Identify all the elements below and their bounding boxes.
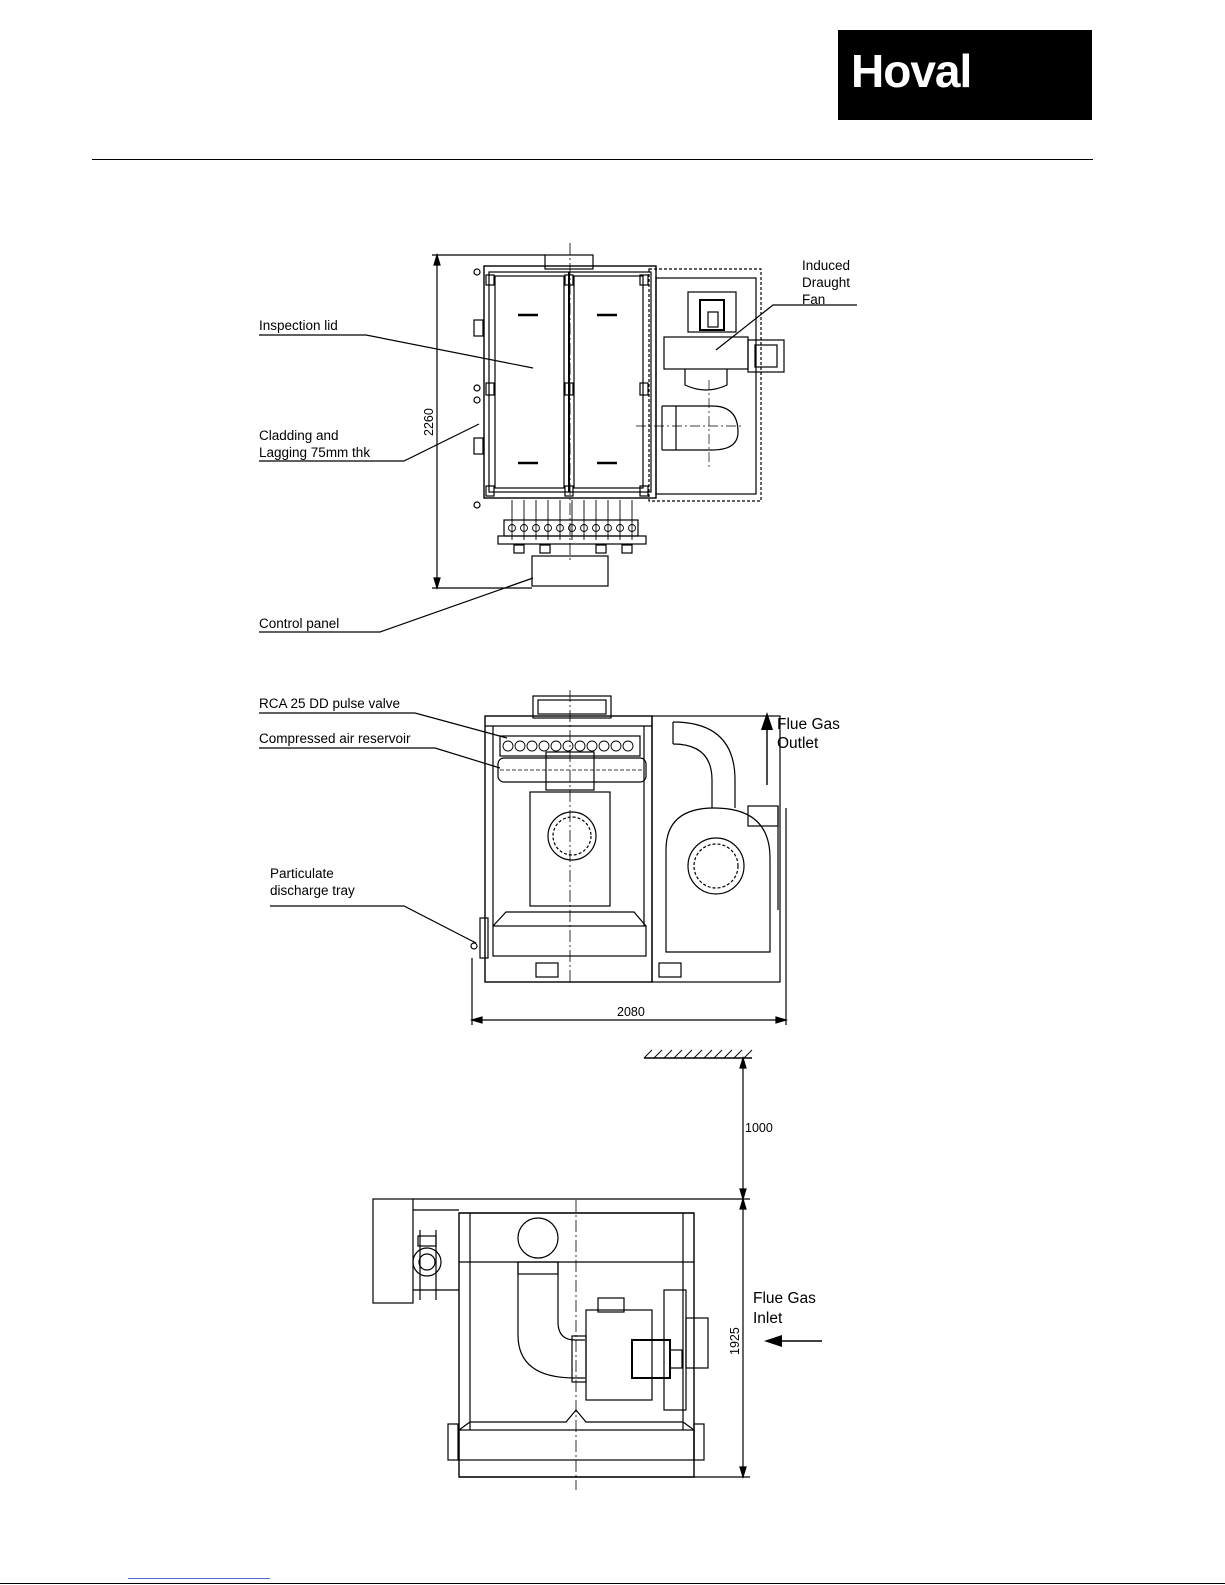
label-discharge-line2: discharge tray xyxy=(270,883,355,898)
label-fan-line1: Induced xyxy=(802,258,851,273)
label-fan-line3: Fan xyxy=(802,292,826,307)
label-discharge-line1: Particulate xyxy=(270,866,334,881)
dimension-2260: 2260 xyxy=(422,408,436,436)
footer-divider xyxy=(0,1583,1225,1584)
label-inlet-line1: Flue Gas xyxy=(753,1290,816,1307)
label-cladding-line2: Lagging 75mm thk xyxy=(259,445,371,460)
label-inlet-line2: Inlet xyxy=(753,1310,783,1327)
top-view xyxy=(259,243,857,632)
dimension-1925: 1925 xyxy=(728,1327,742,1355)
label-pulse-valve: RCA 25 DD pulse valve xyxy=(259,696,401,711)
label-air-reservoir: Compressed air reservoir xyxy=(259,731,411,746)
side-view xyxy=(373,1050,822,1490)
dimension-2080: 2080 xyxy=(617,1005,645,1019)
label-outlet-line2: Outlet xyxy=(777,735,819,752)
label-inspection-lid: Inspection lid xyxy=(259,318,338,333)
logo-text: Hoval xyxy=(851,45,972,97)
label-cladding-line1: Cladding and xyxy=(259,428,339,443)
footer-link-underline[interactable] xyxy=(128,1578,270,1579)
label-outlet-line1: Flue Gas xyxy=(777,716,840,733)
label-fan-line2: Draught xyxy=(802,275,851,290)
dimension-1000: 1000 xyxy=(745,1121,773,1135)
label-control-panel: Control panel xyxy=(259,616,340,631)
